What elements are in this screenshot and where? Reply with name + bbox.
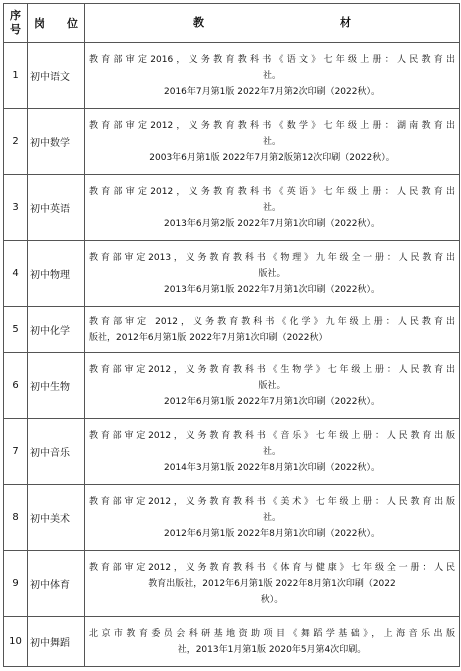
row-textbook: [85, 175, 460, 241]
textbook-line: 教育部审定2012，义务教育教科书《英语》七年级上册：人民教育出: [89, 186, 455, 197]
row-serial-number: 9: [4, 551, 28, 617]
textbook-line: 社。: [262, 512, 281, 523]
textbook-line: 版社。: [258, 268, 286, 279]
textbook-line: 秋）。: [260, 594, 284, 605]
textbook-line: 2013年6月第2版 2022年7月第1次印刷（2022秋）。: [164, 218, 380, 229]
textbook-line: 教育部审定 2012，义务教育教科书《化学》九年级上册：人民教育出: [89, 316, 455, 327]
header-serial: [4, 4, 28, 43]
row-textbook: [85, 485, 460, 551]
table-header-row: [4, 4, 460, 43]
row-textbook: [85, 307, 460, 353]
table-row: [4, 43, 460, 109]
textbook-line: 教育部审定2012，义务教育教科书《美术》七年级上册：人民教育出版: [89, 496, 455, 507]
row-position: 初中化学: [28, 307, 85, 353]
row-position: 初中数学: [28, 109, 85, 175]
row-textbook: [85, 43, 460, 109]
header-serial-line1: 序: [10, 9, 21, 22]
row-position: 初中生物: [28, 353, 85, 419]
textbook-line: 2003年6月第1版 2022年7月第2版第12次印刷（2022秋）。: [149, 152, 395, 163]
row-serial-number: 3: [4, 175, 28, 241]
row-position: 初中物理: [28, 241, 85, 307]
row-serial-number: 5: [4, 307, 28, 353]
header-position-char1: 岗: [34, 17, 45, 30]
textbook-line: 2014年3月第1版 2022年8月第1次印刷（2022秋）。: [164, 462, 380, 473]
table-row: [4, 175, 460, 241]
row-position: 初中舞蹈: [28, 617, 85, 667]
row-serial-number: 6: [4, 353, 28, 419]
header-textbook-char2: 材: [340, 16, 351, 29]
row-textbook: [85, 241, 460, 307]
textbook-line: 教育出版社，2012年6月第1版 2022年8月第1次印刷（2022: [148, 578, 396, 589]
row-position: 初中体育: [28, 551, 85, 617]
table-row: [4, 419, 460, 485]
header-textbook-char1: 教: [193, 16, 204, 29]
textbook-line: 教育部审定2012，义务教育教科书《数学》七年级上册：湖南教育出: [89, 120, 455, 131]
textbook-line: 2016年7月第1版 2022年7月第2次印刷（2022秋）。: [164, 86, 380, 97]
row-serial-number: 1: [4, 43, 28, 109]
textbook-line: 社。: [262, 70, 281, 81]
textbook-line: 社。: [262, 136, 281, 147]
textbook-line: 2012年6月第1版 2022年7月第1次印刷（2022秋）。: [164, 396, 380, 407]
header-position-char2: 位: [67, 17, 78, 30]
table-row: [4, 617, 460, 667]
row-position: 初中语文: [28, 43, 85, 109]
header-textbook: [85, 4, 460, 43]
row-position: 初中美术: [28, 485, 85, 551]
table-row: [4, 307, 460, 353]
textbook-line: 版社，2012年6月第1版 2022年7月第1次印刷（2022秋）: [89, 332, 328, 343]
table-row: [4, 353, 460, 419]
header-serial-line2: 号: [10, 23, 21, 36]
textbook-line: 版社。: [258, 380, 286, 391]
row-position: 初中音乐: [28, 419, 85, 485]
row-textbook: [85, 109, 460, 175]
textbook-line: 教育部审定2012，义务教育教科书《体育与健康》七年级全一册：人民: [89, 562, 455, 573]
textbook-line: 教育部审定2012，义务教育教科书《音乐》七年级上册：人民教育出版: [89, 430, 455, 441]
row-serial-number: 4: [4, 241, 28, 307]
header-position: [28, 4, 85, 43]
textbook-line: 社。: [262, 202, 281, 213]
row-position: 初中英语: [28, 175, 85, 241]
table-row: [4, 241, 460, 307]
row-serial-number: 10: [4, 617, 28, 667]
textbook-line: 社，2013年1月第1版 2020年5月第4次印刷。: [177, 644, 367, 655]
textbook-line: 社。: [262, 446, 281, 457]
textbook-line: 教育部审定2016，义务教育教科书《语文》七年级上册：人民教育出: [89, 54, 455, 65]
table-row: [4, 485, 460, 551]
textbook-line: 北京市教育委员会科研基地资助项目《舞蹈学基础》，上海音乐出版: [89, 628, 455, 639]
table-row: [4, 109, 460, 175]
row-serial-number: 7: [4, 419, 28, 485]
row-textbook: [85, 551, 460, 617]
row-textbook: [85, 353, 460, 419]
textbook-line: 教育部审定2013，义务教育教科书《物理》九年级全一册：人民教育出: [89, 252, 455, 263]
row-serial-number: 2: [4, 109, 28, 175]
row-serial-number: 8: [4, 485, 28, 551]
table-row: [4, 551, 460, 617]
row-textbook: [85, 419, 460, 485]
table-body: [4, 43, 460, 667]
textbook-line: 2013年6月第1版 2022年7月第1次印刷（2022秋）。: [164, 284, 380, 295]
textbook-line: 教育部审定2012，义务教育教科书《生物学》七年级上册：人民教育出: [89, 364, 455, 375]
textbook-table: [3, 3, 460, 667]
textbook-line: 2012年6月第1版 2022年8月第1次印刷（2022秋）。: [164, 528, 380, 539]
row-textbook: [85, 617, 460, 667]
